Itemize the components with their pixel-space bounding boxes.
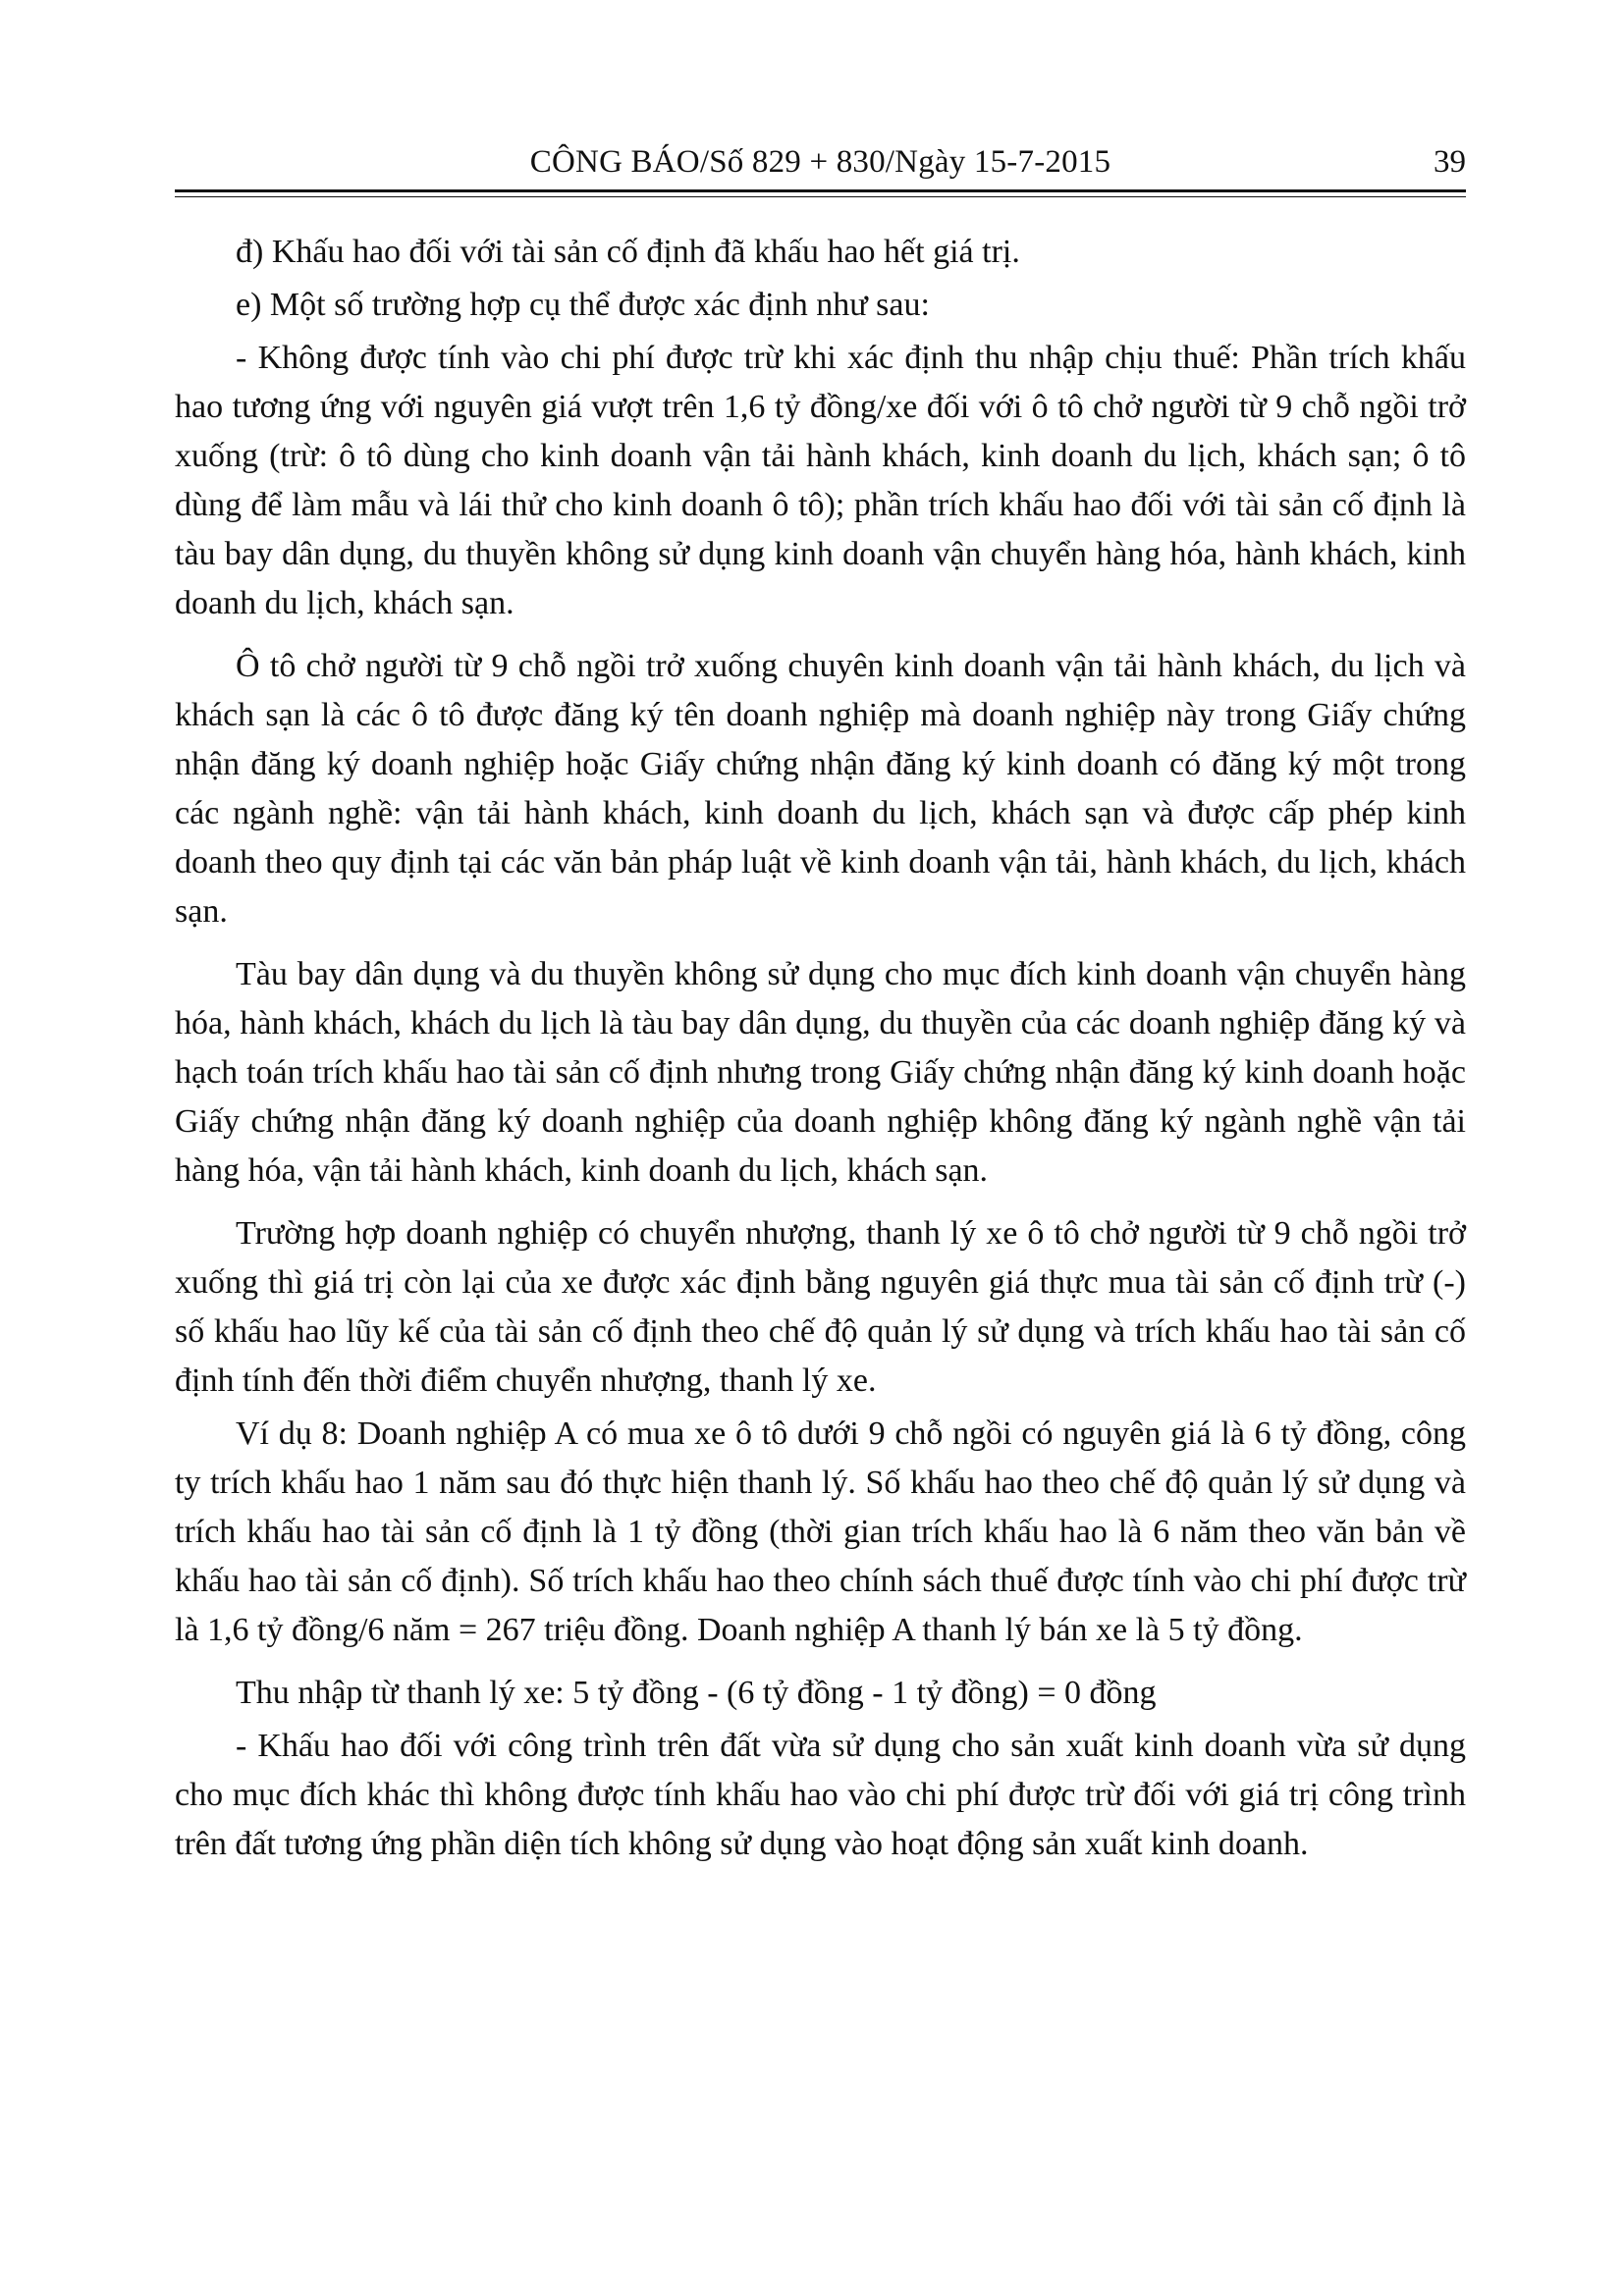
paragraph-item-d: đ) Khấu hao đối với tài sản cố định đã khấu hao hết giá trị. [236, 234, 1020, 270]
paragraph-item-e: e) Một số trường hợp cụ thể được xác định như sau: [236, 287, 930, 323]
page-header [175, 140, 1466, 184]
paragraph-example-8: Ví dụ 8: Doanh nghiệp A có mua xe ô tô dưới 9 chỗ ngồi có nguyên giá là 6 tỷ đồng, công ty trích khấu hao 1 năm sau đó thực hiện thanh lý. Số khấu hao theo chế độ quản lý sử dụng và trích khấu hao tài sản cố định là 1 tỷ đồng (thời gian trích khấu hao là 6 năm theo văn bản về khấu hao tài sản cố định). Số trích khấu hao theo chính sách thuế được tính vào chi phí được trừ là 1,6 tỷ đồng/6 năm = 267 triệu đồng. Doanh nghiệp A thanh lý bán xe là 5 tỷ đồng. [175, 1415, 1466, 1648]
body-text [175, 228, 1466, 1883]
paragraph-passenger-cars: Ô tô chở người từ 9 chỗ ngồi trở xuống chuyên kinh doanh vận tải hành khách, du lịch và khách sạn là các ô tô được đăng ký tên doanh nghiệp mà doanh nghiệp này trong Giấy chứng nhận đăng ký doanh nghiệp hoặc Giấy chứng nhận đăng ký kinh doanh có đăng ký một trong các ngành nghề: vận tải hành khách, kinh doanh du lịch, khách sạn và được cấp phép kinh doanh theo quy định tại các văn bản pháp luật về kinh doanh vận tải, hành khách, du lịch, khách sạn. [175, 648, 1466, 930]
header-rule-thin [175, 196, 1466, 197]
paragraph-exclusion-rule: - Không được tính vào chi phí được trừ khi xác định thu nhập chịu thuế: Phần trích khấu hao tương ứng với nguyên giá vượt trên 1,6 tỷ đồng/xe đối với ô tô chở người từ 9 chỗ ngồi trở xuống (trừ: ô tô dùng cho kinh doanh vận tải hành khách, kinh doanh du lịch, khách sạn; ô tô dùng để làm mẫu và lái thử cho kinh doanh ô tô); phần trích khấu hao đối với tài sản cố định là tàu bay dân dụng, du thuyền không sử dụng kinh doanh vận chuyển hàng hóa, hành khách, kinh doanh du lịch, khách sạn. [175, 340, 1466, 621]
header-rule-thick [175, 189, 1466, 192]
paragraph-liquidation-income: Thu nhập từ thanh lý xe: 5 tỷ đồng - (6 tỷ đồng - 1 tỷ đồng) = 0 đồng [236, 1675, 1157, 1711]
page-number: 39 [1434, 144, 1466, 180]
paragraph-transfer-liquidation: Trường hợp doanh nghiệp có chuyển nhượng, thanh lý xe ô tô chở người từ 9 chỗ ngồi trở xuống thì giá trị còn lại của xe được xác định bằng nguyên giá thực mua tài sản cố định trừ (-) số khấu hao lũy kế của tài sản cố định theo chế độ quản lý sử dụng và trích khấu hao tài sản cố định tính đến thời điểm chuyển nhượng, thanh lý xe. [175, 1215, 1466, 1399]
gazette-title: CÔNG BÁO/Số 829 + 830/Ngày 15-7-2015 [529, 144, 1111, 180]
paragraph-aircraft-yachts: Tàu bay dân dụng và du thuyền không sử dụng cho mục đích kinh doanh vận chuyển hàng hóa, hành khách, khách du lịch là tàu bay dân dụng, du thuyền của các doanh nghiệp đăng ký và hạch toán trích khấu hao tài sản cố định nhưng trong Giấy chứng nhận đăng ký kinh doanh hoặc Giấy chứng nhận đăng ký doanh nghiệp của doanh nghiệp không đăng ký ngành nghề vận tải hàng hóa, vận tải hành khách, kinh doanh du lịch, khách sạn. [175, 956, 1466, 1189]
paragraph-mixed-use-building: - Khấu hao đối với công trình trên đất vừa sử dụng cho sản xuất kinh doanh vừa sử dụng cho mục đích khác thì không được tính khấu hao vào chi phí được trừ đối với giá trị công trình trên đất tương ứng phần diện tích không sử dụng vào hoạt động sản xuất kinh doanh. [175, 1728, 1466, 1862]
